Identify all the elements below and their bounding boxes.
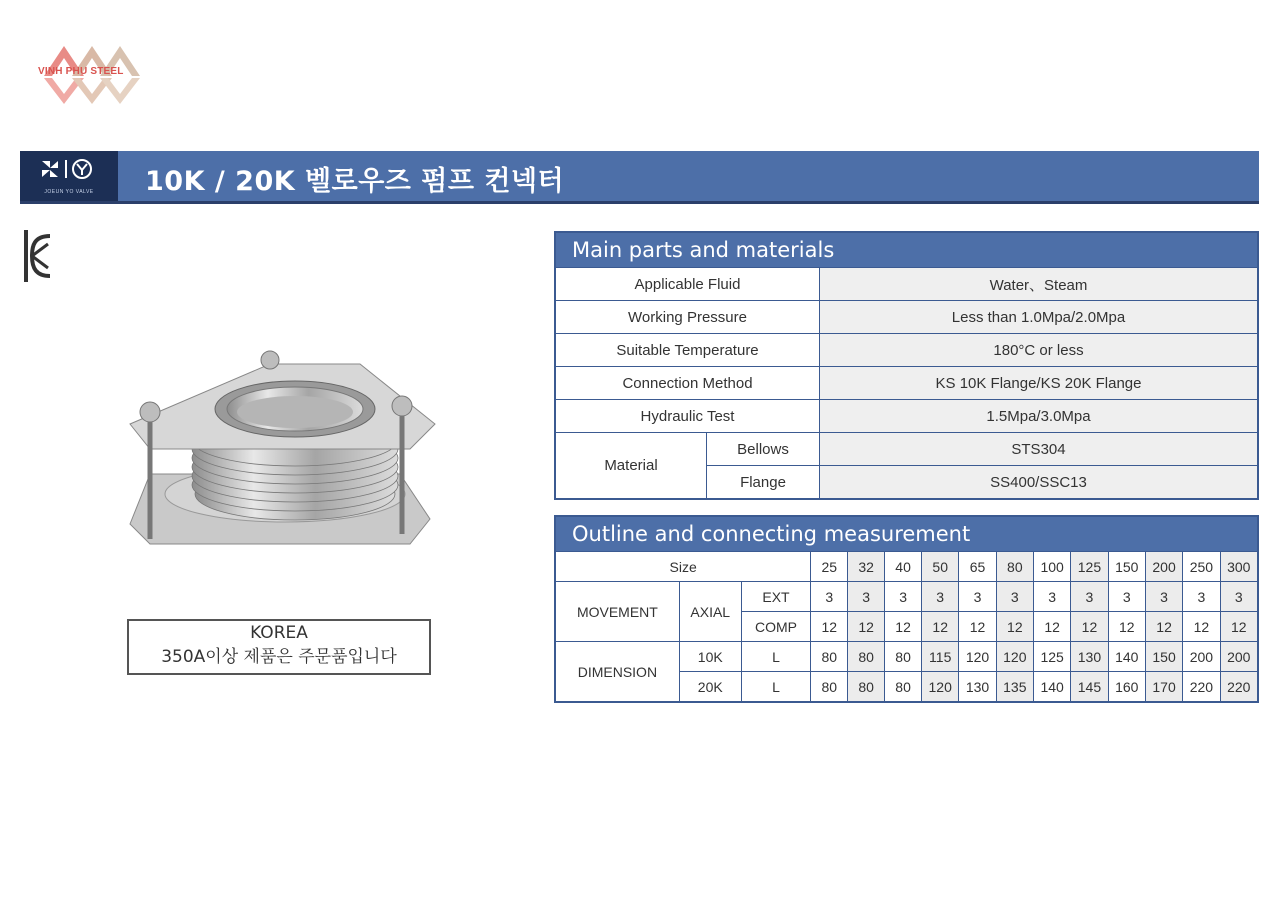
- dim-20k-cell: 220: [1220, 672, 1258, 703]
- comp-cell: 12: [1033, 612, 1070, 642]
- ext-cell: 3: [848, 582, 885, 612]
- dim-20k-cell: 80: [811, 672, 848, 703]
- movement-label: MOVEMENT: [555, 582, 679, 642]
- dim-20k-cell: 80: [885, 672, 922, 703]
- table-row-value: 180°C or less: [820, 334, 1259, 367]
- material-sub-label: Bellows: [707, 433, 820, 466]
- dim-10k-cell: 80: [811, 642, 848, 672]
- material-sub-value: STS304: [820, 433, 1259, 466]
- ext-cell: 3: [922, 582, 959, 612]
- ext-cell: 3: [1183, 582, 1220, 612]
- table-row-value: 1.5Mpa/3.0Mpa: [820, 400, 1259, 433]
- measurement-heading: Outline and connecting measurement: [555, 516, 1258, 552]
- dim-10k-cell: 200: [1183, 642, 1220, 672]
- comp-label: COMP: [741, 612, 811, 642]
- table-row-value: Less than 1.0Mpa/2.0Mpa: [820, 301, 1259, 334]
- comp-cell: 12: [922, 612, 959, 642]
- dim-20k-cell: 130: [959, 672, 996, 703]
- ext-cell: 3: [1071, 582, 1108, 612]
- table-row-label: Hydraulic Test: [555, 400, 820, 433]
- ext-cell: 3: [996, 582, 1033, 612]
- page-title: 10K / 20K 벨로우즈 펌프 컨넥터: [145, 166, 565, 197]
- dim-10k-cell: 200: [1220, 642, 1258, 672]
- size-cell: 200: [1145, 552, 1182, 582]
- notice-line2: 350A이상 제품은 주문품입니다: [161, 647, 397, 667]
- size-cell: 150: [1108, 552, 1145, 582]
- kc-certification-icon: [22, 226, 58, 286]
- ext-label: EXT: [741, 582, 811, 612]
- brand-subtitle: JOEUN YO VALVE: [44, 189, 94, 195]
- brand-box: [20, 151, 118, 201]
- size-cell: 50: [922, 552, 959, 582]
- comp-cell: 12: [959, 612, 996, 642]
- ext-cell: 3: [1033, 582, 1070, 612]
- ext-cell: 3: [811, 582, 848, 612]
- dim-10k-cell: 125: [1033, 642, 1070, 672]
- comp-cell: 12: [1071, 612, 1108, 642]
- table-row-label: Connection Method: [555, 367, 820, 400]
- size-cell: 125: [1071, 552, 1108, 582]
- size-cell: 300: [1220, 552, 1258, 582]
- dim-10k-cell: 130: [1071, 642, 1108, 672]
- comp-cell: 12: [1183, 612, 1220, 642]
- notice-box: [127, 619, 431, 675]
- measurement-table: [554, 515, 1259, 703]
- title-bar: [20, 151, 1259, 204]
- table-row-label: Suitable Temperature: [555, 334, 820, 367]
- 10k-label: 10K: [679, 642, 741, 672]
- dim-20k-cell: 170: [1145, 672, 1182, 703]
- comp-cell: 12: [996, 612, 1033, 642]
- dim-10k-cell: 120: [959, 642, 996, 672]
- table-row-label: Working Pressure: [555, 301, 820, 334]
- dim-10k-cell: 115: [922, 642, 959, 672]
- logo-text: VINH PHU STEEL: [38, 66, 124, 77]
- 20k-label: 20K: [679, 672, 741, 703]
- dim-20k-cell: 140: [1033, 672, 1070, 703]
- dim-20k-cell: 160: [1108, 672, 1145, 703]
- comp-cell: 12: [848, 612, 885, 642]
- ext-cell: 3: [1220, 582, 1258, 612]
- materials-table: [554, 231, 1259, 500]
- dim-10k-cell: 140: [1108, 642, 1145, 672]
- materials-heading: Main parts and materials: [555, 232, 1258, 268]
- table-row-label: Applicable Fluid: [555, 268, 820, 301]
- dim-20k-cell: 80: [848, 672, 885, 703]
- dim-10k-cell: 80: [848, 642, 885, 672]
- comp-cell: 12: [1220, 612, 1258, 642]
- material-sub-label: Flange: [707, 466, 820, 500]
- ext-cell: 3: [885, 582, 922, 612]
- comp-cell: 12: [811, 612, 848, 642]
- dim-20k-cell: 135: [996, 672, 1033, 703]
- dim-10k-cell: 150: [1145, 642, 1182, 672]
- valve-logo-icon: [20, 151, 118, 189]
- ext-cell: 3: [959, 582, 996, 612]
- l-label: L: [741, 642, 811, 672]
- l-label: L: [741, 672, 811, 703]
- notice-line1: KOREA: [250, 623, 308, 643]
- axial-label: AXIAL: [679, 582, 741, 642]
- table-row-value: Water、Steam: [820, 268, 1259, 301]
- bellows-connector-image: [110, 344, 450, 554]
- ext-cell: 3: [1145, 582, 1182, 612]
- dim-10k-cell: 120: [996, 642, 1033, 672]
- ext-cell: 3: [1108, 582, 1145, 612]
- dim-10k-cell: 80: [885, 642, 922, 672]
- size-cell: 40: [885, 552, 922, 582]
- dim-20k-cell: 220: [1183, 672, 1220, 703]
- comp-cell: 12: [1108, 612, 1145, 642]
- size-cell: 65: [959, 552, 996, 582]
- size-label: Size: [555, 552, 811, 582]
- size-cell: 80: [996, 552, 1033, 582]
- table-row-value: KS 10K Flange/KS 20K Flange: [820, 367, 1259, 400]
- material-sub-value: SS400/SSC13: [820, 466, 1259, 500]
- size-cell: 250: [1183, 552, 1220, 582]
- size-cell: 100: [1033, 552, 1070, 582]
- comp-cell: 12: [885, 612, 922, 642]
- material-label: Material: [555, 433, 707, 500]
- dim-20k-cell: 145: [1071, 672, 1108, 703]
- dim-20k-cell: 120: [922, 672, 959, 703]
- dimension-label: DIMENSION: [555, 642, 679, 703]
- comp-cell: 12: [1145, 612, 1182, 642]
- size-cell: 32: [848, 552, 885, 582]
- size-cell: 25: [811, 552, 848, 582]
